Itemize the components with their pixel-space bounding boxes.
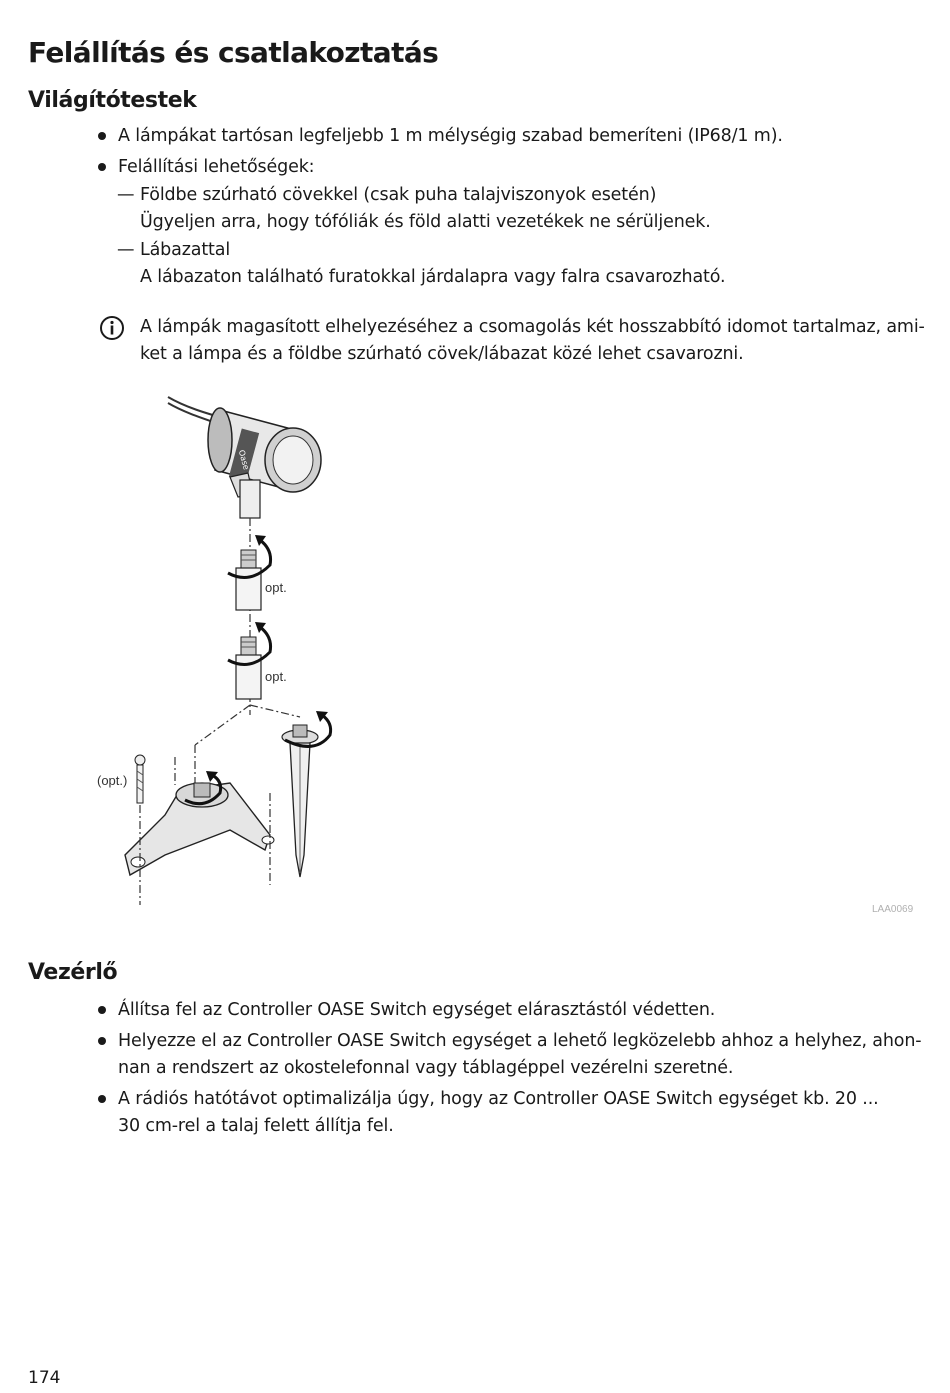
ground-spike [282, 725, 318, 877]
base-foot [125, 783, 274, 875]
extension-piece-1 [236, 550, 261, 610]
installation-illustration [90, 385, 350, 910]
bullet-dot [98, 1095, 106, 1103]
figure-code: LAA0069 [872, 904, 914, 915]
info-circle-icon [99, 315, 125, 341]
bullet-text: A rádiós hatótávot optimalizálja úgy, hogy az Controller OASE Switch egységet kb. 20 ... [118, 1089, 879, 1109]
info-text: A lámpák magasított elhelyezéséhez a csomagolás két hosszabbító idomot tartalmaz, ami- [140, 317, 925, 337]
opt-label: opt. [265, 580, 287, 595]
bullet-text: A lámpákat tartósan legfeljebb 1 m mélységig szabad bemeríteni (IP68/1 m). [118, 126, 783, 146]
brand-mark: Oase [236, 448, 251, 471]
opt-screw-label: (opt.) [97, 773, 128, 788]
bullet-text: Helyezze el az Controller OASE Switch egységet a lehető legközelebb ahhoz a helyhez, ahon- [118, 1031, 922, 1051]
lamp-body [208, 408, 321, 492]
bullet-dot [98, 1006, 106, 1014]
bullet-dot [98, 132, 106, 140]
section-heading-lights: Világítótestek [28, 88, 197, 113]
page-title: Felállítás és csatlakoztatás [28, 36, 439, 69]
sub-item-text: Földbe szúrható cövekkel (csak puha talajviszonyok esetén) [140, 185, 657, 205]
dash-marker: — [117, 240, 135, 260]
screw [135, 755, 145, 803]
bullet-dot [98, 1037, 106, 1045]
sub-item-text: Lábazattal [140, 240, 231, 260]
extension-piece-2 [236, 637, 261, 699]
bullet-text: nan a rendszert az okostelefonnal vagy táblagéppel vezérelni szeretné. [118, 1058, 734, 1078]
section-heading-controller: Vezérlő [28, 960, 118, 985]
bullet-text: 30 cm-rel a talaj felett állítja fel. [118, 1116, 394, 1136]
bullet-dot [98, 163, 106, 171]
info-text: ket a lámpa és a földbe szúrható cövek/lábazat közé lehet csavarozni. [140, 344, 744, 364]
bullet-text: Állítsa fel az Controller OASE Switch egységet elárasztástól védetten. [118, 1000, 716, 1020]
sub-item-text: A lábazaton található furatokkal járdalapra vagy falra csavarozható. [140, 267, 726, 287]
bullet-text: Felállítási lehetőségek: [118, 157, 315, 177]
opt-label: opt. [265, 669, 287, 684]
dash-marker: — [117, 185, 135, 205]
sub-item-text: Ügyeljen arra, hogy tófóliák és föld alatti vezetékek ne sérüljenek. [140, 212, 711, 232]
page-number: 174 [28, 1368, 61, 1388]
